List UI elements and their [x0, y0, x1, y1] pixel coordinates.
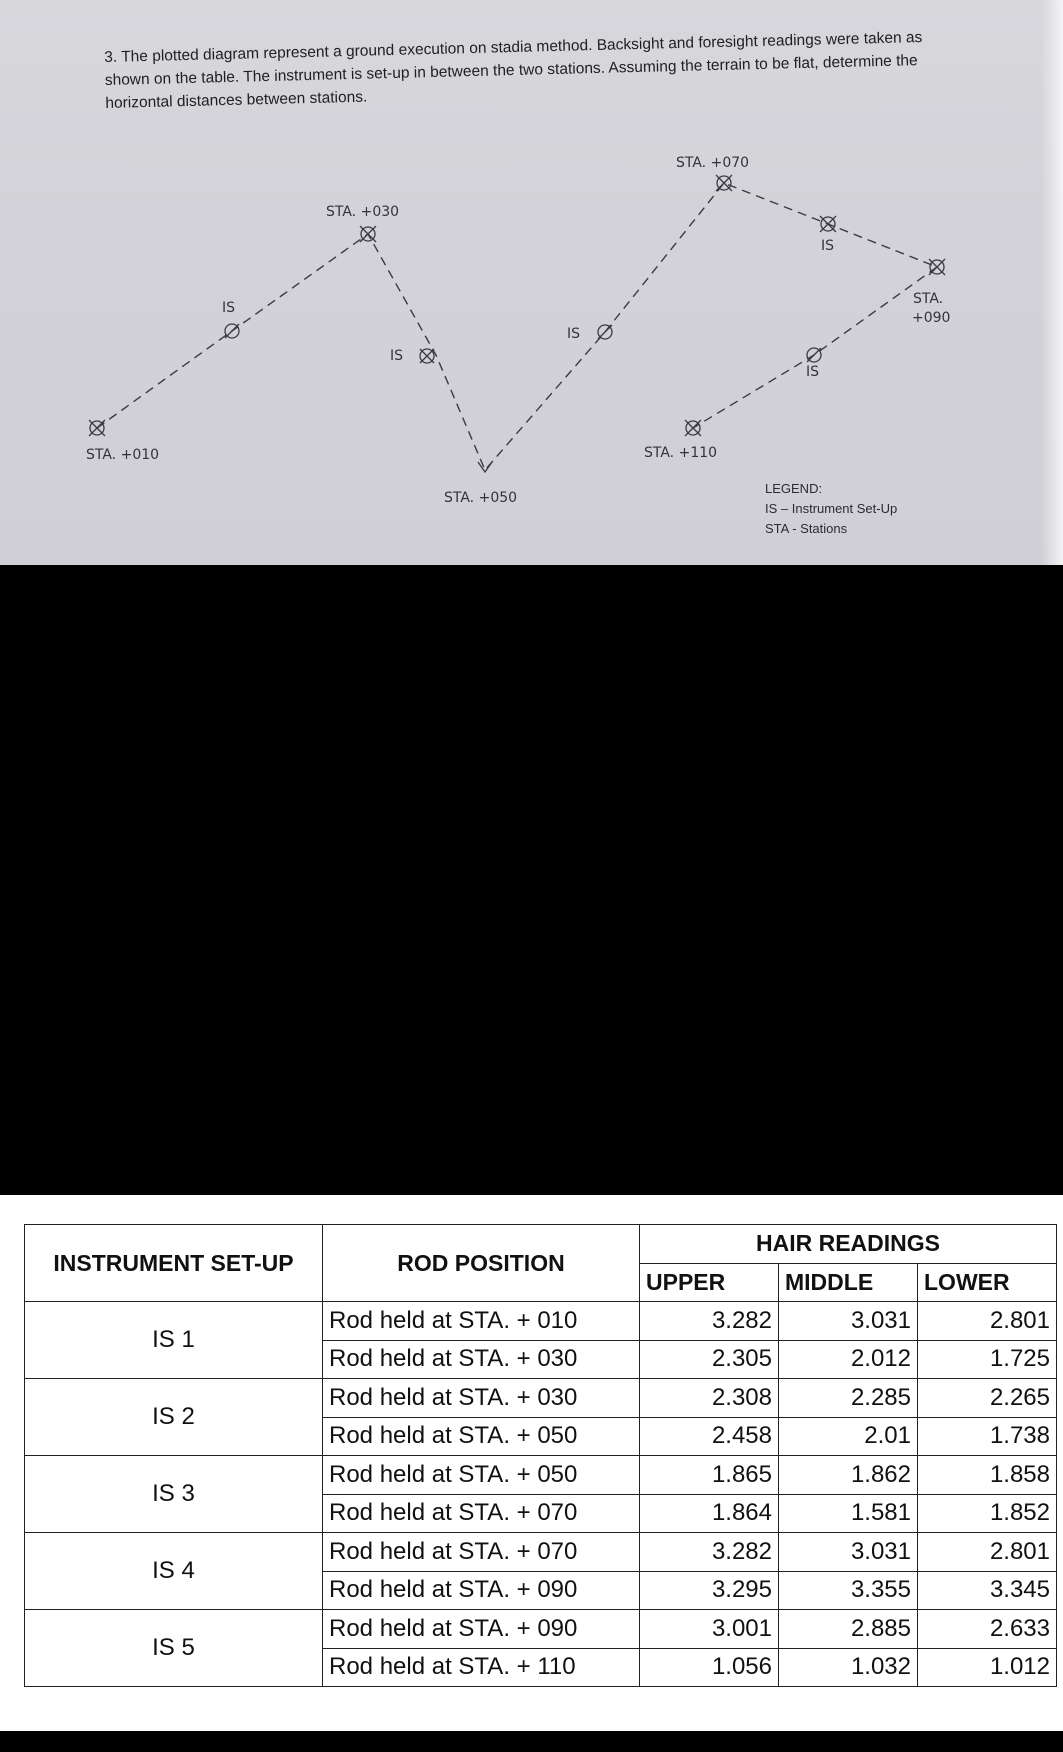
table-row	[25, 1456, 1057, 1495]
label-sta-010: STA. +010	[86, 447, 160, 463]
rod-cell: Rod held at STA. + 070	[323, 1533, 640, 1572]
upper-cell: 3.282	[640, 1302, 779, 1341]
label-sta-110: STA. +110	[644, 445, 718, 461]
is-marker-2	[420, 349, 434, 363]
header-middle: MIDDLE	[779, 1263, 918, 1302]
legend-title: LEGEND:	[765, 481, 823, 496]
middle-cell: 1.862	[779, 1456, 918, 1495]
lower-cell: 2.801	[918, 1302, 1057, 1341]
station-marker-110	[685, 420, 701, 436]
station-marker-030	[360, 226, 376, 242]
upper-cell: 3.295	[640, 1571, 779, 1610]
upper-cell: 3.001	[640, 1610, 779, 1649]
lower-cell: 1.738	[918, 1417, 1057, 1456]
table-row	[25, 1610, 1057, 1649]
hair-readings-table	[24, 1224, 1057, 1687]
middle-cell: 2.012	[779, 1340, 918, 1379]
setup-cell: IS 4	[25, 1533, 323, 1610]
header-lower: LOWER	[918, 1263, 1057, 1302]
label-is-4: IS	[821, 238, 835, 254]
rod-cell: Rod held at STA. + 050	[323, 1456, 640, 1495]
setup-cell: IS 2	[25, 1379, 323, 1456]
upper-cell: 2.308	[640, 1379, 779, 1418]
station-marker-090	[929, 259, 945, 275]
setup-cell: IS 3	[25, 1456, 323, 1533]
traverse-line	[97, 183, 937, 470]
table-row	[25, 1302, 1057, 1341]
lower-cell: 1.852	[918, 1494, 1057, 1533]
upper-cell: 3.282	[640, 1533, 779, 1572]
middle-cell: 3.031	[779, 1533, 918, 1572]
upper-cell: 2.458	[640, 1417, 779, 1456]
middle-cell: 1.032	[779, 1648, 918, 1687]
lower-cell: 2.801	[918, 1533, 1057, 1572]
legend-sta: STA - Stations	[765, 521, 848, 536]
middle-cell: 1.581	[779, 1494, 918, 1533]
upper-cell: 1.056	[640, 1648, 779, 1687]
setup-cell: IS 5	[25, 1610, 323, 1687]
station-marker-070	[716, 175, 732, 191]
header-instrument-setup: INSTRUMENT SET-UP	[25, 1225, 323, 1302]
middle-cell: 2.885	[779, 1610, 918, 1649]
lower-cell: 2.633	[918, 1610, 1057, 1649]
middle-cell: 3.355	[779, 1571, 918, 1610]
label-is-3: IS	[567, 326, 581, 342]
traverse-diagram	[0, 0, 1063, 565]
lower-cell: 1.012	[918, 1648, 1057, 1687]
label-sta-050: STA. +050	[444, 490, 518, 506]
is-marker-1	[225, 324, 239, 338]
rod-cell: Rod held at STA. + 070	[323, 1494, 640, 1533]
header-hair-readings: HAIR READINGS	[640, 1225, 1057, 1264]
middle-cell: 2.01	[779, 1417, 918, 1456]
setup-cell: IS 1	[25, 1302, 323, 1379]
lower-cell: 3.345	[918, 1571, 1057, 1610]
label-is-1: IS	[222, 300, 236, 316]
lower-cell: 1.858	[918, 1456, 1057, 1495]
rod-cell: Rod held at STA. + 030	[323, 1379, 640, 1418]
header-upper: UPPER	[640, 1263, 779, 1302]
is-marker-3	[598, 325, 612, 339]
rod-cell: Rod held at STA. + 030	[323, 1340, 640, 1379]
label-sta-030: STA. +030	[326, 204, 400, 220]
problem-statement: 3. The plotted diagram represent a ground execution on stadia method. Backsight and foresight readings were taken as shown on the table. The instrument is set-up in between the two stations. Assuming the terrain to be flat, determine the horizontal distances between stations.	[104, 29, 923, 112]
rod-cell: Rod held at STA. + 090	[323, 1610, 640, 1649]
label-sta-090-a: STA.	[913, 291, 944, 307]
station-marker-010	[89, 420, 105, 436]
rod-cell: Rod held at STA. + 110	[323, 1648, 640, 1687]
label-sta-070: STA. +070	[676, 155, 750, 171]
upper-cell: 1.865	[640, 1456, 779, 1495]
middle-cell: 3.031	[779, 1302, 918, 1341]
label-is-5: IS	[806, 364, 820, 380]
middle-cell: 2.285	[779, 1379, 918, 1418]
legend-is: IS – Instrument Set-Up	[765, 501, 898, 516]
table-row	[25, 1533, 1057, 1572]
label-sta-090-b: +090	[912, 310, 951, 326]
upper-cell: 2.305	[640, 1340, 779, 1379]
lower-cell: 2.265	[918, 1379, 1057, 1418]
lower-cell: 1.725	[918, 1340, 1057, 1379]
table-row	[25, 1379, 1057, 1418]
header-rod-position: ROD POSITION	[323, 1225, 640, 1302]
is-marker-4	[820, 216, 836, 232]
rod-cell: Rod held at STA. + 010	[323, 1302, 640, 1341]
is-marker-5	[807, 348, 821, 362]
upper-cell: 1.864	[640, 1494, 779, 1533]
label-is-2: IS	[390, 348, 404, 364]
rod-cell: Rod held at STA. + 090	[323, 1571, 640, 1610]
rod-cell: Rod held at STA. + 050	[323, 1417, 640, 1456]
